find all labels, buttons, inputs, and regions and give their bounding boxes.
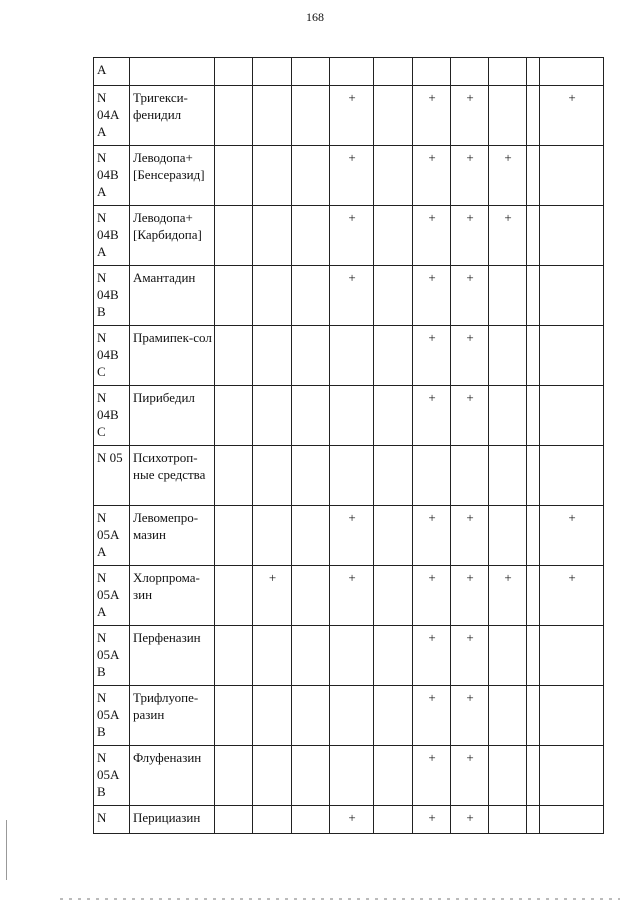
mark-cell xyxy=(330,686,374,746)
mark-cell: + xyxy=(413,146,451,206)
mark-cell xyxy=(527,146,540,206)
mark-cell xyxy=(527,566,540,626)
mark-cell xyxy=(489,746,527,806)
mark-cell xyxy=(292,686,330,746)
mark-cell xyxy=(489,626,527,686)
atc-code-cell: N 04B A xyxy=(94,206,130,266)
mark-cell xyxy=(527,506,540,566)
mark-cell xyxy=(292,326,330,386)
mark-cell: + xyxy=(413,746,451,806)
mark-cell: + xyxy=(451,326,489,386)
mark-cell xyxy=(540,626,604,686)
mark-cell xyxy=(374,266,413,326)
mark-cell xyxy=(374,386,413,446)
drug-name-cell: Леводопа+[Карбидопа] xyxy=(130,206,215,266)
mark-cell xyxy=(253,86,292,146)
mark-cell: + xyxy=(413,506,451,566)
drug-name-cell: Тригекси-фенидил xyxy=(130,86,215,146)
mark-cell: + xyxy=(451,566,489,626)
mark-cell: + xyxy=(413,326,451,386)
mark-cell xyxy=(374,146,413,206)
atc-code-cell: N 04A A xyxy=(94,86,130,146)
mark-cell xyxy=(451,446,489,506)
mark-cell xyxy=(292,566,330,626)
mark-cell xyxy=(292,146,330,206)
mark-cell xyxy=(489,386,527,446)
mark-cell xyxy=(215,686,253,746)
mark-cell xyxy=(253,686,292,746)
mark-cell xyxy=(540,206,604,266)
mark-cell xyxy=(540,58,604,86)
mark-cell xyxy=(253,806,292,834)
mark-cell xyxy=(374,446,413,506)
mark-cell xyxy=(215,266,253,326)
table-row xyxy=(94,146,604,206)
drug-name-cell: Леводопа+[Бенсеразид] xyxy=(130,146,215,206)
table-row xyxy=(94,86,604,146)
mark-cell xyxy=(489,686,527,746)
table-row xyxy=(94,446,604,506)
mark-cell xyxy=(489,58,527,86)
mark-cell xyxy=(253,626,292,686)
drug-name-cell xyxy=(130,58,215,86)
table-row xyxy=(94,326,604,386)
mark-cell xyxy=(374,206,413,266)
mark-cell xyxy=(215,806,253,834)
mark-cell xyxy=(292,626,330,686)
mark-cell: + xyxy=(451,266,489,326)
mark-cell xyxy=(540,746,604,806)
atc-code-cell: N 05A A xyxy=(94,566,130,626)
mark-cell xyxy=(215,206,253,266)
mark-cell xyxy=(215,146,253,206)
mark-cell xyxy=(489,806,527,834)
mark-cell xyxy=(374,506,413,566)
mark-cell xyxy=(527,686,540,746)
mark-cell xyxy=(374,806,413,834)
mark-cell: + xyxy=(413,266,451,326)
mark-cell xyxy=(292,386,330,446)
mark-cell xyxy=(540,266,604,326)
table-row xyxy=(94,806,604,834)
mark-cell xyxy=(330,58,374,86)
mark-cell xyxy=(540,326,604,386)
mark-cell xyxy=(253,386,292,446)
mark-cell xyxy=(253,206,292,266)
mark-cell xyxy=(374,58,413,86)
mark-cell: + xyxy=(451,146,489,206)
mark-cell xyxy=(330,626,374,686)
mark-cell xyxy=(215,86,253,146)
drug-name-cell: Пирибедил xyxy=(130,386,215,446)
mark-cell: + xyxy=(451,386,489,446)
mark-cell xyxy=(215,566,253,626)
mark-cell xyxy=(330,386,374,446)
table-row xyxy=(94,266,604,326)
mark-cell xyxy=(374,566,413,626)
mark-cell xyxy=(292,206,330,266)
mark-cell: + xyxy=(413,206,451,266)
mark-cell: + xyxy=(451,626,489,686)
atc-code-cell: N xyxy=(94,806,130,834)
mark-cell xyxy=(292,446,330,506)
mark-cell xyxy=(215,626,253,686)
mark-cell: + xyxy=(413,86,451,146)
drug-name-cell: Перфеназин xyxy=(130,626,215,686)
mark-cell xyxy=(292,266,330,326)
mark-cell xyxy=(413,58,451,86)
mark-cell xyxy=(527,626,540,686)
mark-cell xyxy=(215,58,253,86)
drug-name-cell: Амантадин xyxy=(130,266,215,326)
atc-code-cell: N 04B A xyxy=(94,146,130,206)
mark-cell: + xyxy=(540,506,604,566)
drug-name-cell: Прамипек-сол xyxy=(130,326,215,386)
mark-cell: + xyxy=(451,506,489,566)
mark-cell xyxy=(489,326,527,386)
mark-cell xyxy=(489,266,527,326)
mark-cell: + xyxy=(489,146,527,206)
scan-bottom-noise xyxy=(60,898,620,900)
mark-cell xyxy=(292,746,330,806)
table-row xyxy=(94,206,604,266)
mark-cell xyxy=(253,446,292,506)
mark-cell: + xyxy=(540,86,604,146)
atc-code-cell: A xyxy=(94,58,130,86)
table-row xyxy=(94,746,604,806)
mark-cell: + xyxy=(451,806,489,834)
mark-cell xyxy=(527,446,540,506)
mark-cell: + xyxy=(451,746,489,806)
mark-cell xyxy=(527,206,540,266)
mark-cell: + xyxy=(489,566,527,626)
mark-cell xyxy=(527,86,540,146)
atc-code-cell: N 05 xyxy=(94,446,130,506)
mark-cell xyxy=(374,626,413,686)
drug-table xyxy=(93,57,604,834)
mark-cell: + xyxy=(253,566,292,626)
mark-cell xyxy=(527,58,540,86)
drug-name-cell: Хлорпрома-зин xyxy=(130,566,215,626)
mark-cell: + xyxy=(330,86,374,146)
mark-cell xyxy=(374,746,413,806)
atc-code-cell: N 04B B xyxy=(94,266,130,326)
mark-cell xyxy=(330,326,374,386)
mark-cell xyxy=(253,326,292,386)
atc-code-cell: N 04B C xyxy=(94,326,130,386)
mark-cell: + xyxy=(413,386,451,446)
atc-code-cell: N 05A A xyxy=(94,506,130,566)
mark-cell: + xyxy=(330,806,374,834)
mark-cell xyxy=(253,146,292,206)
table-row xyxy=(94,58,604,86)
mark-cell xyxy=(292,506,330,566)
mark-cell xyxy=(330,446,374,506)
mark-cell: + xyxy=(330,566,374,626)
mark-cell xyxy=(540,806,604,834)
mark-cell: + xyxy=(489,206,527,266)
mark-cell xyxy=(292,86,330,146)
drug-name-cell: Психотроп-ные средства xyxy=(130,446,215,506)
mark-cell xyxy=(540,386,604,446)
mark-cell xyxy=(253,506,292,566)
table-row xyxy=(94,506,604,566)
mark-cell xyxy=(489,446,527,506)
mark-cell xyxy=(215,506,253,566)
atc-code-cell: N 05A B xyxy=(94,746,130,806)
table-row xyxy=(94,386,604,446)
mark-cell: + xyxy=(413,566,451,626)
mark-cell: + xyxy=(330,146,374,206)
mark-cell xyxy=(413,446,451,506)
mark-cell xyxy=(215,386,253,446)
table-row xyxy=(94,566,604,626)
mark-cell xyxy=(215,446,253,506)
page-number: 168 xyxy=(306,10,324,24)
mark-cell: + xyxy=(451,206,489,266)
mark-cell: + xyxy=(330,506,374,566)
table-row xyxy=(94,626,604,686)
scan-edge-line xyxy=(6,820,7,880)
mark-cell xyxy=(215,326,253,386)
mark-cell xyxy=(527,386,540,446)
mark-cell xyxy=(374,326,413,386)
atc-code-cell: N 05A B xyxy=(94,686,130,746)
mark-cell: + xyxy=(451,86,489,146)
mark-cell xyxy=(540,146,604,206)
atc-code-cell: N 04B C xyxy=(94,386,130,446)
mark-cell xyxy=(527,746,540,806)
mark-cell xyxy=(374,86,413,146)
mark-cell xyxy=(451,58,489,86)
mark-cell: + xyxy=(540,566,604,626)
mark-cell xyxy=(292,58,330,86)
mark-cell: + xyxy=(413,686,451,746)
mark-cell xyxy=(527,266,540,326)
mark-cell: + xyxy=(413,626,451,686)
mark-cell xyxy=(540,446,604,506)
mark-cell xyxy=(527,326,540,386)
mark-cell: + xyxy=(451,686,489,746)
drug-name-cell: Левомепро-мазин xyxy=(130,506,215,566)
mark-cell: + xyxy=(330,206,374,266)
mark-cell xyxy=(253,746,292,806)
drug-name-cell: Трифлуопе-разин xyxy=(130,686,215,746)
mark-cell xyxy=(527,806,540,834)
mark-cell xyxy=(540,686,604,746)
atc-code-cell: N 05A B xyxy=(94,626,130,686)
mark-cell xyxy=(215,746,253,806)
mark-cell xyxy=(374,686,413,746)
mark-cell xyxy=(330,746,374,806)
table-row xyxy=(94,686,604,746)
mark-cell: + xyxy=(330,266,374,326)
drug-name-cell: Перициазин xyxy=(130,806,215,834)
mark-cell xyxy=(489,86,527,146)
drug-name-cell: Флуфеназин xyxy=(130,746,215,806)
mark-cell xyxy=(292,806,330,834)
mark-cell: + xyxy=(413,806,451,834)
mark-cell xyxy=(489,506,527,566)
mark-cell xyxy=(253,58,292,86)
mark-cell xyxy=(253,266,292,326)
